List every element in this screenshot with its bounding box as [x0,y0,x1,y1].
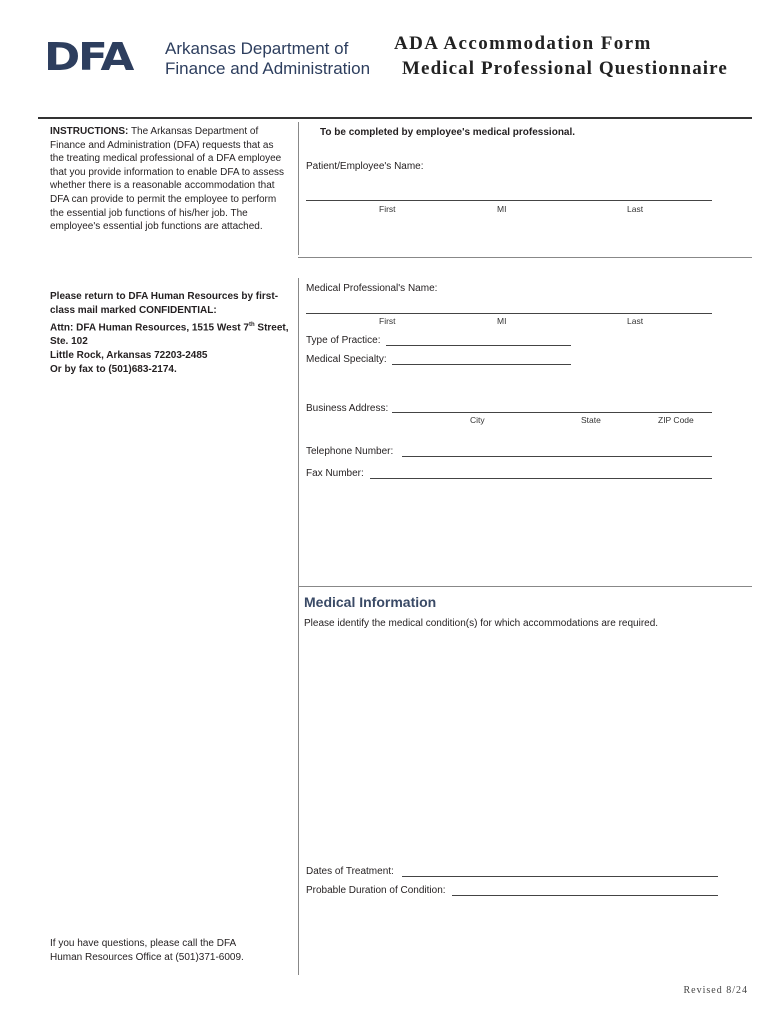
medical-condition-prompt: Please identify the medical condition(s) for which accommodations are required. [304,618,659,629]
probable-duration-field[interactable] [452,895,718,896]
org-name-line1: Arkansas Department of [165,39,349,58]
professional-last-caption: Last [627,316,644,326]
revision-date: Revised 8/24 [683,985,748,996]
instructions-text [50,125,290,234]
business-address-field[interactable] [392,412,712,413]
medical-professional-field[interactable] [306,313,712,314]
completed-by-note: To be completed by employee's medical professional. [320,127,576,138]
column-divider-2 [298,278,299,975]
patient-name-label: Patient/Employee's Name: [306,161,424,172]
patient-mi-caption: MI [497,204,507,214]
medical-specialty-label: Medical Specialty: [306,354,387,365]
section-divider-1 [298,257,752,258]
patient-first-caption: First [379,204,396,214]
medical-information-heading: Medical Information [304,594,437,610]
dates-of-treatment-label: Dates of Treatment: [306,866,394,877]
org-name-line2: Finance and Administration [165,59,371,78]
section-divider-2 [298,586,752,587]
return-line-2: Attn: DFA Human Resources, 1515 West 7th Street, Ste. 102 [50,322,289,348]
professional-mi-caption: MI [497,316,507,326]
state-caption: State [581,415,601,425]
questions-contact: If you have questions, please call the DFA Human Resources Office at (501)371-6009. [50,938,244,963]
fax-field[interactable] [370,478,712,479]
business-address-label: Business Address: [306,403,389,414]
medical-condition-area[interactable] [304,636,718,856]
return-line-3: Little Rock, Arkansas 72203-2485 [50,350,208,362]
telephone-label: Telephone Number: [306,446,394,457]
dates-of-treatment-field[interactable] [402,876,718,877]
column-divider-1 [298,122,299,255]
dfa-logo: DFA [44,35,133,79]
medical-specialty-field[interactable] [392,364,571,365]
city-caption: City [470,415,485,425]
type-of-practice-label: Type of Practice: [306,335,381,346]
fax-label: Fax Number: [306,468,364,479]
form-subtitle: Medical Professional Questionnaire [402,58,728,79]
patient-name-field[interactable] [306,200,712,201]
return-line-1: Please return to DFA Human Resources by first-class mail marked CONFIDENTIAL: [50,291,279,316]
form-title: ADA Accommodation Form [394,33,652,54]
type-of-practice-field[interactable] [386,345,571,346]
header-divider [38,117,752,119]
instructions-label: INSTRUCTIONS: [50,126,129,137]
telephone-field[interactable] [402,456,712,457]
instructions-body: The Arkansas Department of Finance and Administration (DFA) requests that as the treating medical professional of a DFA employee that you provide information to enable DFA to assess whether there is a reasonable accommodation that DFA can provide to permit the employee to perform the essential job functions of his/her job. The employee's essential job functions are attached. [50,126,285,233]
return-address [50,290,290,377]
patient-last-caption: Last [627,204,644,214]
probable-duration-label: Probable Duration of Condition: [306,885,446,896]
medical-professional-label: Medical Professional's Name: [306,283,438,294]
zip-caption: ZIP Code [658,415,694,425]
professional-first-caption: First [379,316,396,326]
return-line-4: Or by fax to (501)683-2174. [50,364,177,376]
